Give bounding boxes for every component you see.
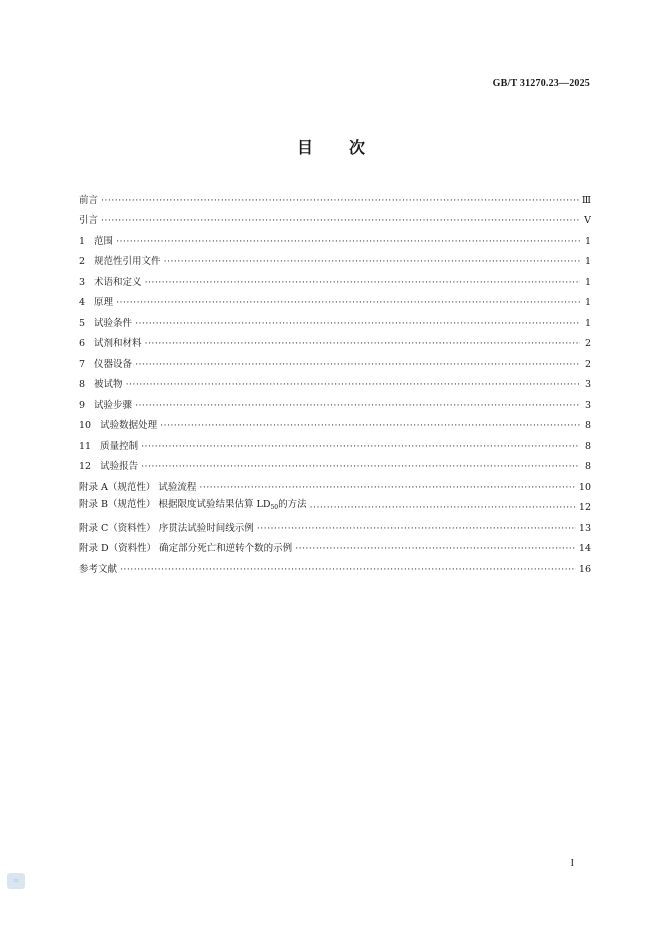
corner-logo-icon: ▭: [7, 873, 25, 889]
toc-entry-text: 被试物: [94, 379, 123, 390]
toc-leader-dots: [101, 215, 580, 227]
toc-entry-page: 1: [584, 317, 591, 329]
toc-entry-page: 13: [578, 522, 591, 534]
toc-entry-text: 原理: [94, 297, 114, 308]
toc-entry-label: [79, 379, 123, 391]
toc-leader-dots: [135, 359, 580, 371]
toc-entry-text: 术语和定义: [94, 276, 142, 288]
toc-entry-page: Ⅲ: [581, 194, 591, 206]
toc-entry-page: 1: [584, 235, 591, 247]
toc-leader-dots: [141, 461, 580, 473]
toc-entry-page: 8: [584, 420, 591, 431]
toc-entry-text: 参考文献: [79, 563, 118, 575]
footer-page-number: I: [570, 858, 574, 869]
toc-entry[interactable]: [79, 412, 591, 433]
toc-entry-text: 前言: [79, 194, 99, 206]
toc-entry[interactable]: [79, 289, 591, 310]
toc-entry-text: 规范性引用文件: [94, 256, 161, 267]
standard-number: GB/T 31270.23—2025: [492, 78, 590, 89]
toc-entry-text-after: 的方法: [278, 499, 307, 510]
toc-entry-number: 6: [79, 338, 86, 349]
toc-entry-number: 1: [79, 235, 86, 247]
toc-entry-text: 附录 C（资料性） 序贯法试验时间线示例: [79, 522, 254, 534]
toc-leader-dots: [120, 564, 576, 576]
toc-entry-label: [79, 543, 292, 555]
toc-entry-page: 1: [584, 297, 591, 308]
toc-entry[interactable]: [79, 207, 591, 228]
toc-entry[interactable]: [79, 330, 591, 351]
toc-entry-label: [79, 482, 196, 494]
toc-entry-number: 10: [79, 420, 92, 431]
toc-entry-label: [79, 523, 254, 535]
toc-entry-label: [79, 256, 161, 268]
toc-entry-label: [79, 338, 142, 350]
toc-entry-number: 5: [79, 317, 86, 329]
toc-entry-label: [79, 318, 132, 330]
toc-entry-number: 4: [79, 297, 86, 308]
toc-leader-dots: [101, 195, 579, 207]
toc-entry-subscript: 50: [270, 504, 279, 511]
toc-entry-text: 质量控制: [100, 440, 139, 452]
toc-entry-page: 16: [578, 563, 591, 575]
toc-leader-dots: [116, 236, 580, 248]
toc-entry[interactable]: [79, 391, 591, 412]
toc-entry-number: 7: [79, 358, 86, 370]
toc-leader-dots: [141, 441, 580, 453]
table-of-contents: [79, 186, 591, 576]
toc-entry[interactable]: [79, 432, 591, 453]
toc-leader-dots: [257, 523, 576, 535]
toc-entry[interactable]: [79, 309, 591, 330]
toc-entry-number: 2: [79, 256, 86, 267]
toc-entry-text: 附录 D（资料性） 确定部分死亡和逆转个数的示例: [79, 543, 293, 554]
toc-leader-dots: [164, 256, 580, 268]
toc-leader-dots: [295, 543, 576, 555]
toc-entry-page: 8: [584, 461, 591, 472]
toc-entry[interactable]: [79, 227, 591, 248]
toc-entry[interactable]: [79, 473, 591, 494]
toc-leader-dots: [160, 420, 580, 432]
toc-entry-page: 8: [584, 440, 591, 452]
toc-entry-page: 1: [584, 276, 591, 288]
toc-entry-page: 14: [578, 543, 591, 554]
toc-entry-label: [79, 195, 98, 207]
title-part-1: 目: [296, 138, 313, 157]
toc-entry-text: 试验步骤: [94, 399, 133, 411]
toc-entry-number: 8: [79, 379, 86, 390]
toc-entry-page: 3: [584, 379, 591, 390]
toc-entry[interactable]: [79, 186, 591, 207]
toc-entry-page: 10: [578, 481, 591, 493]
toc-entry-text: 范围: [94, 235, 114, 247]
toc-entry-label: [79, 441, 138, 453]
toc-entry-text: 引言: [79, 215, 99, 226]
toc-entry-label: [79, 236, 113, 248]
toc-entry[interactable]: [79, 514, 591, 535]
toc-leader-dots: [145, 338, 580, 350]
toc-entry-page: 12: [578, 502, 591, 513]
toc-entry-page: Ⅴ: [584, 215, 591, 226]
toc-entry-label: [79, 297, 113, 309]
toc-entry-page: 2: [584, 338, 591, 349]
toc-entry-page: 3: [584, 399, 591, 411]
toc-entry-label: [79, 400, 132, 412]
toc-entry[interactable]: [79, 350, 591, 371]
toc-entry[interactable]: [79, 494, 591, 515]
toc-entry-number: 11: [79, 440, 92, 452]
toc-entry[interactable]: [79, 535, 591, 556]
toc-entry-text: 试验数据处理: [100, 420, 158, 431]
toc-entry-label: [79, 461, 138, 473]
toc-leader-dots: [145, 277, 580, 289]
toc-leader-dots: [116, 297, 580, 309]
toc-entry-label: [79, 499, 307, 514]
toc-entry-text: 附录 A（规范性） 试验流程: [79, 481, 197, 493]
toc-leader-dots: [126, 379, 580, 391]
toc-entry-text: 试剂和材料: [94, 338, 142, 349]
toc-entry-number: 12: [79, 461, 92, 472]
page-title: [0, 135, 662, 158]
toc-entry-number: 9: [79, 399, 86, 411]
toc-entry-text: 试验条件: [94, 317, 133, 329]
toc-entry[interactable]: [79, 555, 591, 576]
toc-entry-number: 3: [79, 276, 86, 288]
toc-entry-label: [79, 420, 157, 432]
toc-entry[interactable]: [79, 268, 591, 289]
toc-entry[interactable]: [79, 248, 591, 269]
toc-entry-label: [79, 277, 142, 289]
toc-entry-page: 2: [584, 358, 591, 370]
toc-entry-text: 附录 B（规范性） 根据限度试验结果估算 LD: [79, 499, 271, 510]
toc-entry-label: [79, 359, 132, 371]
toc-entry[interactable]: [79, 371, 591, 392]
toc-entry-text: 仪器设备: [94, 358, 133, 370]
toc-entry-label: [79, 564, 117, 576]
toc-leader-dots: [135, 400, 580, 412]
title-part-2: 次: [349, 138, 366, 157]
toc-leader-dots: [135, 318, 580, 330]
toc-entry-page: 1: [584, 256, 591, 267]
toc-leader-dots: [310, 502, 576, 514]
toc-leader-dots: [199, 482, 576, 494]
toc-entry-label: [79, 215, 98, 227]
toc-entry[interactable]: [79, 453, 591, 474]
toc-entry-text: 试验报告: [100, 461, 139, 472]
